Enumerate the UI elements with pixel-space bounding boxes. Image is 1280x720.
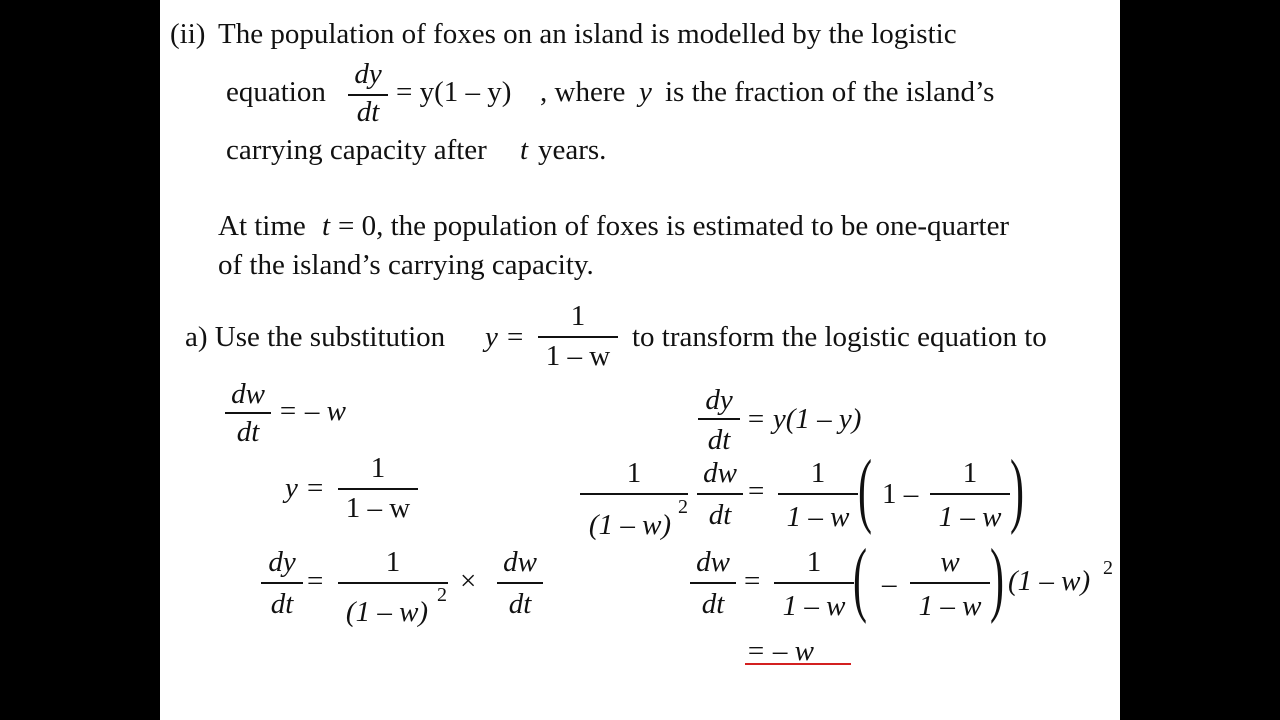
right-frac-4-denominator: 1 – w (918, 590, 982, 622)
final-result-underline (745, 663, 851, 665)
right-sq-denominator: (1 – w) (588, 509, 672, 541)
subst-numerator: 1 (570, 300, 586, 332)
left-y-fraction (338, 454, 418, 524)
logistic-rhs: = y(1 – y) (396, 76, 512, 108)
right-frac-2-bar (930, 493, 1010, 495)
right-paren-1: ) (1010, 443, 1024, 536)
right-dw-2: dw (696, 546, 730, 578)
right-paren-2: ) (990, 532, 1004, 625)
right-rhs-1: = y(1 – y) (746, 403, 862, 435)
target-denominator: dt (236, 416, 260, 448)
problem-line-2-prefix: equation (226, 76, 326, 108)
left-y-numerator: 1 (370, 452, 386, 484)
right-dw-dt-2 (690, 548, 736, 618)
left-dy: dy (268, 546, 296, 578)
problem-line-2-suffix: is the fraction of the island’s (665, 76, 995, 108)
left-dy-dt-bar (261, 582, 303, 584)
right-dt-3: dt (701, 588, 725, 620)
subst-bar (538, 336, 618, 338)
left-y-denominator: 1 – w (345, 492, 411, 524)
left-sq-fraction (338, 548, 448, 632)
right-dt-2: dt (708, 499, 732, 531)
right-dy: dy (705, 384, 733, 416)
left-dt: dt (270, 588, 294, 620)
fraction-denominator: dt (356, 96, 380, 128)
left-dt-2: dt (508, 588, 532, 620)
right-dy-dt-bar (698, 418, 740, 420)
right-neg-sign: – (882, 568, 897, 600)
left-sq-bar (338, 582, 448, 584)
subst-lhs: y = (485, 321, 525, 353)
problem-label: (ii) (170, 18, 206, 50)
subst-fraction (538, 302, 618, 372)
right-frac-3 (774, 546, 854, 622)
variable-y: y (639, 76, 652, 108)
left-dy-dt (261, 548, 303, 618)
problem-line-3-b: years. (538, 134, 607, 166)
right-sq-bar (580, 493, 688, 495)
right-dw-1: dw (703, 457, 737, 489)
para2-line-2: of the island’s carrying capacity. (218, 249, 594, 281)
left-paren-2: ( (853, 532, 867, 625)
problem-line-2-where: , where (540, 76, 626, 108)
right-exponent-2: 2 (1103, 557, 1113, 579)
right-equals-2: = (744, 565, 761, 597)
right-sq-numerator: 1 (626, 457, 642, 489)
fraction-numerator: dy (354, 58, 382, 90)
left-equals: = (307, 565, 324, 597)
problem-line-1: The population of foxes on an island is modelled by the logistic (218, 18, 957, 50)
left-exponent: 2 (437, 584, 447, 606)
final-result: = – w (746, 635, 814, 667)
right-frac-2 (930, 457, 1010, 533)
left-y-lhs: y = (285, 472, 325, 504)
part-a-label: a) Use the substitution (185, 321, 446, 353)
right-dw-dt-bar-2 (690, 582, 736, 584)
right-one-minus: 1 – (882, 478, 919, 510)
left-dw-dt-bar (497, 582, 543, 584)
para2-line-1-b: = 0, the population of foxes is estimated to be one-quarter (338, 210, 1010, 242)
left-paren-1: ( (858, 443, 872, 536)
para2-line-1-a: At time (218, 210, 306, 242)
slide (160, 0, 1120, 720)
variable-t: t (520, 134, 529, 166)
target-rhs: = – w (278, 395, 346, 427)
right-exponent-1: 2 (678, 496, 688, 518)
left-y-bar (338, 488, 418, 490)
target-bar (225, 412, 271, 414)
right-sq-factor: (1 – w) (1008, 565, 1091, 597)
right-frac-1-numerator: 1 (810, 457, 826, 489)
right-frac-4-bar (910, 582, 990, 584)
problem-line-3-a: carrying capacity after (226, 134, 487, 166)
right-frac-1-denominator: 1 – w (786, 501, 850, 533)
right-dw-dt-bar-1 (697, 493, 743, 495)
left-sq-numerator: 1 (385, 546, 401, 578)
left-dw-dt (497, 548, 543, 618)
subst-denominator: 1 – w (545, 340, 611, 372)
dy-dt-fraction (348, 60, 388, 130)
right-dw-dt-1 (697, 459, 743, 529)
left-dw: dw (503, 546, 537, 578)
right-frac-1 (778, 457, 858, 533)
right-frac-1-bar (778, 493, 858, 495)
right-equals-1: = (748, 475, 765, 507)
right-frac-3-denominator: 1 – w (782, 590, 846, 622)
right-dy-dt (698, 386, 740, 456)
target-dw-dt (225, 380, 271, 450)
right-frac-3-numerator: 1 (806, 546, 822, 578)
times-sign: × (460, 565, 477, 597)
right-dt-1: dt (707, 424, 731, 456)
right-frac-4 (910, 546, 990, 622)
part-a-tail: to transform the logistic equation to (632, 321, 1047, 353)
left-sq-denominator: (1 – w) (345, 596, 429, 628)
variable-t-2: t (322, 210, 331, 242)
right-frac-3-bar (774, 582, 854, 584)
target-numerator: dw (231, 378, 265, 410)
right-sq-fraction (580, 459, 688, 543)
right-frac-4-numerator: w (940, 546, 960, 578)
right-frac-2-denominator: 1 – w (938, 501, 1002, 533)
right-frac-2-numerator: 1 (962, 457, 978, 489)
